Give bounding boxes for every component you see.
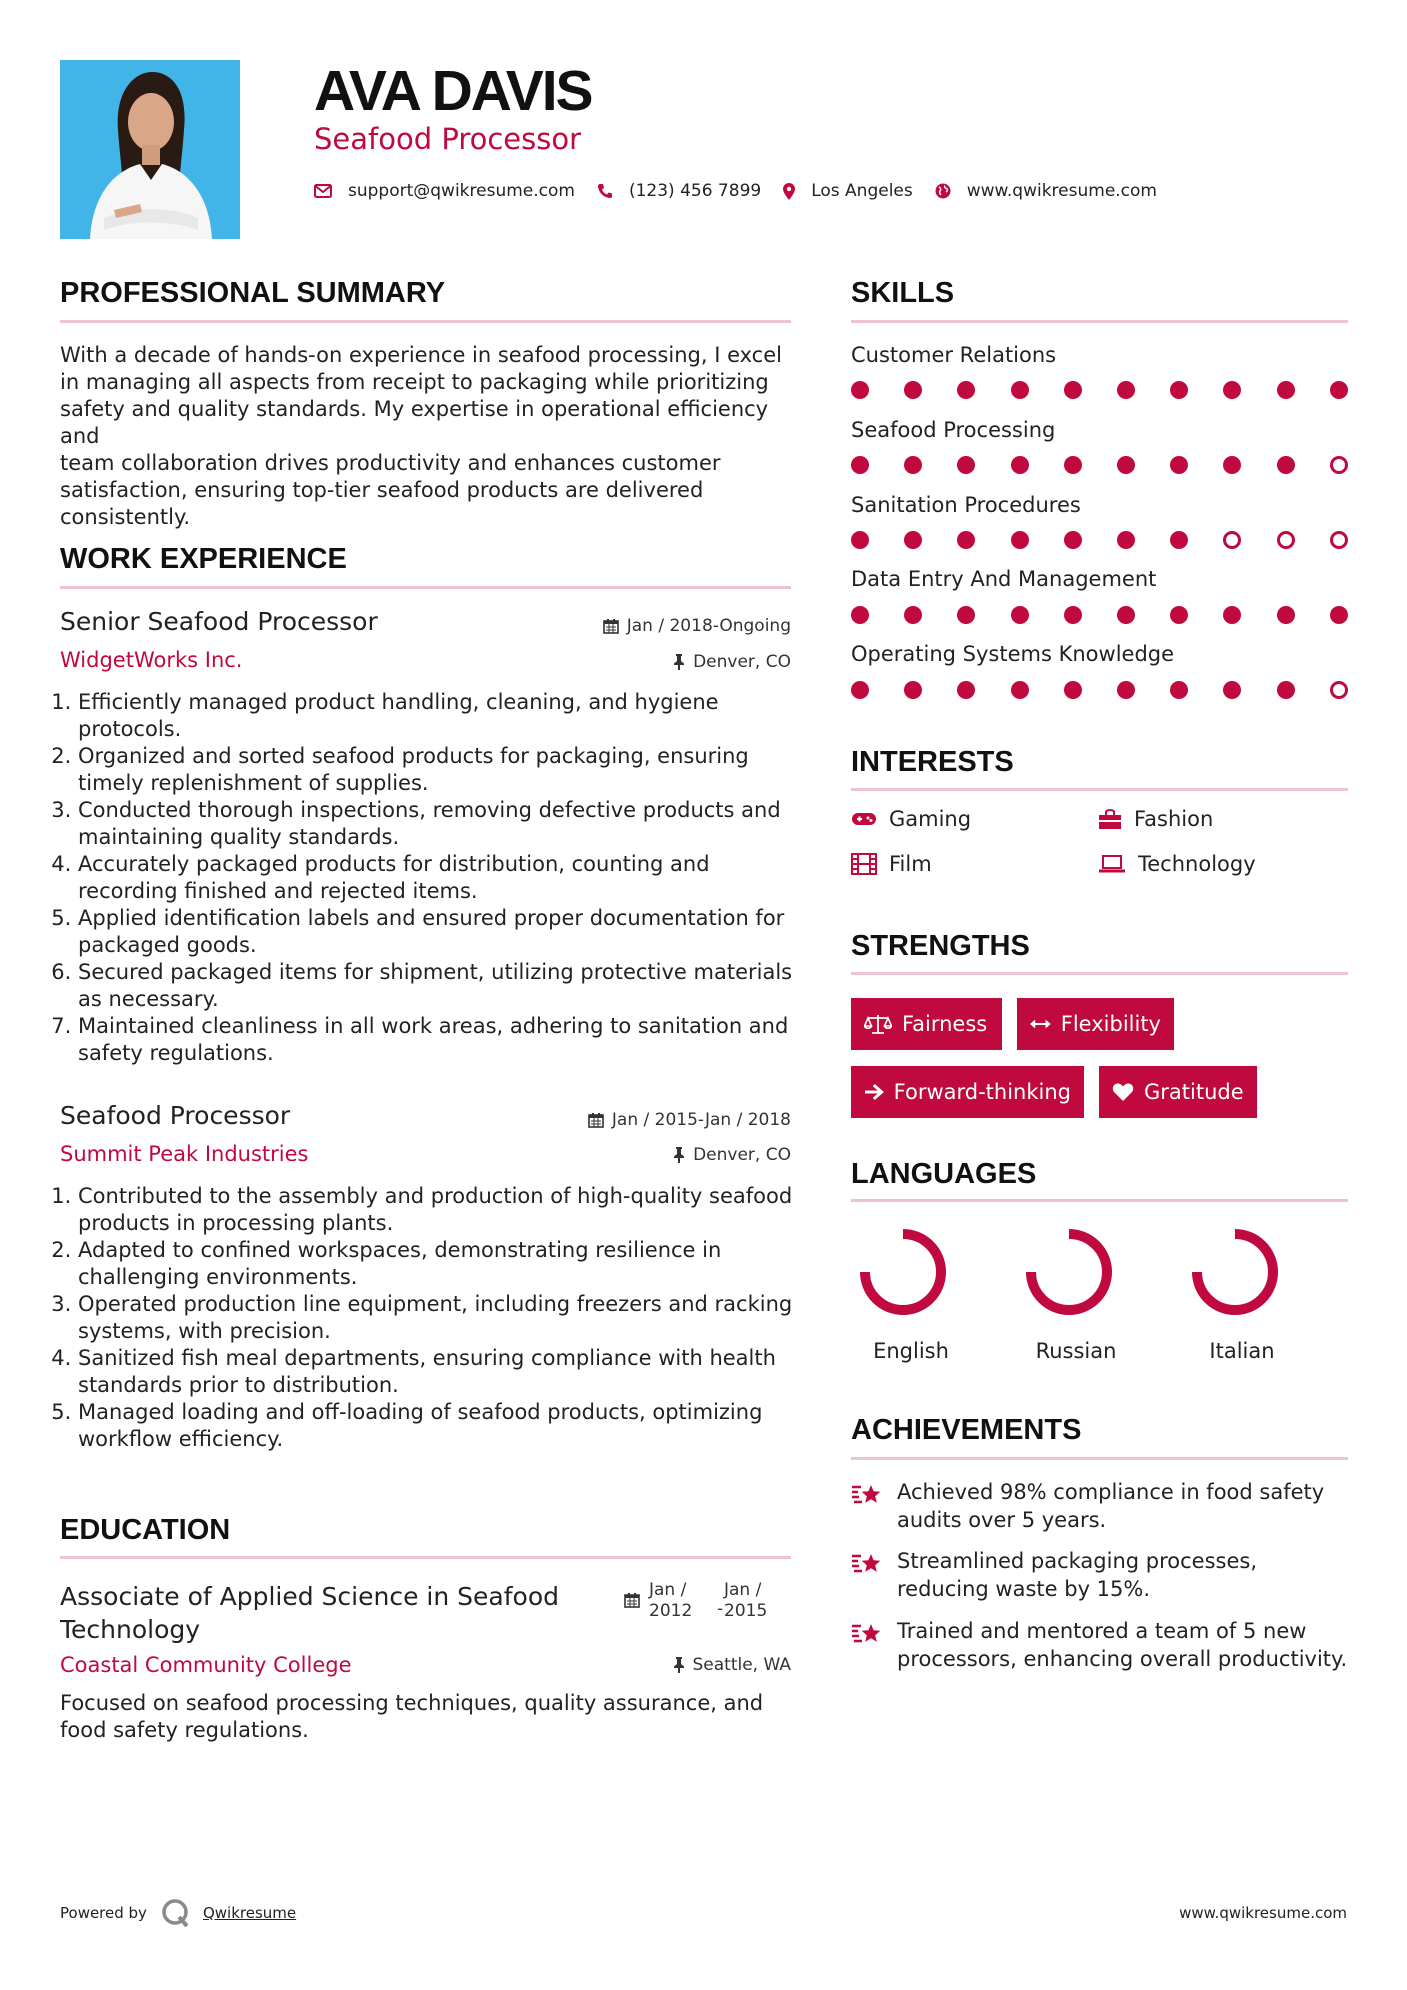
skill-dot-filled (1277, 381, 1295, 399)
skill-dot-filled (1117, 381, 1135, 399)
list-item: 1. Efficiently managed product handling, cleaning, and hygiene protocols. (78, 689, 814, 743)
degree-line: Associate of Applied Science in Seafood (60, 1582, 559, 1611)
education-heading: EDUCATION (60, 1514, 231, 1546)
achievement-item (851, 1617, 1348, 1673)
calendar-icon (603, 618, 619, 634)
achievement-line: reducing waste by 15%. (897, 1577, 1151, 1601)
job-location (673, 1145, 791, 1165)
skill-dot-filled (1011, 531, 1029, 549)
achievement-line: audits over 5 years. (897, 1508, 1107, 1532)
education-line: Focused on seafood processing techniques, quality assurance, and (60, 1691, 764, 1715)
candidate-name: AVA DAVIS (314, 59, 592, 123)
education-rule (60, 1556, 791, 1559)
skill-rating (851, 381, 1351, 401)
gamepad-icon (851, 810, 877, 828)
list-item: 6. Secured packaged items for shipment, utilizing protective materials as necessary. (78, 959, 814, 1013)
skill-name: Sanitation Procedures (851, 493, 1081, 517)
location-text: Los Angeles (811, 181, 913, 201)
job-location-text: Denver, CO (693, 1145, 791, 1165)
calendar-icon (588, 1112, 604, 1128)
skill-dot-filled (851, 531, 869, 549)
skill-dot-filled (1277, 606, 1295, 624)
contact-website[interactable] (935, 181, 1157, 201)
phone-text: (123) 456 7899 (628, 181, 762, 201)
skill-dot-filled (1170, 531, 1188, 549)
skill-dot-filled (1064, 381, 1082, 399)
strength-tag (851, 998, 1002, 1050)
skill-name: Seafood Processing (851, 418, 1056, 442)
skill-dot-filled (1170, 456, 1188, 474)
globe-icon (935, 183, 951, 199)
strength-tag (1017, 998, 1174, 1050)
qwikresume-logo-icon (161, 1898, 191, 1928)
shooting-star-icon (851, 1621, 883, 1647)
summary-heading: PROFESSIONAL SUMMARY (60, 277, 446, 309)
job-dates-text: Jan / 2018-Ongoing (626, 616, 791, 636)
skill-dot-filled (904, 681, 922, 699)
calendar-icon (624, 1592, 640, 1608)
start-month: Jan / (649, 1580, 687, 1600)
skill-dot-filled (1064, 456, 1082, 474)
language-gauge-russian (1031, 1234, 1107, 1310)
achievements-rule (851, 1457, 1348, 1460)
date-separator: - (717, 1599, 724, 1619)
skill-dot-filled (1064, 606, 1082, 624)
experience-rule (60, 586, 791, 589)
skill-dot-filled (1011, 381, 1029, 399)
job-location (673, 652, 791, 672)
strength-label: Forward-thinking (893, 1080, 1071, 1104)
end-month: Jan / (724, 1580, 762, 1600)
achievement-item (851, 1478, 1348, 1534)
list-item: 1. Contributed to the assembly and production of high-quality seafood products in processing plants. (78, 1183, 814, 1237)
skill-name: Customer Relations (851, 343, 1057, 367)
skill-dot-filled (1277, 681, 1295, 699)
profile-photo (60, 60, 240, 239)
summary-line: consistently. (60, 505, 191, 529)
skill-dot-empty (1330, 531, 1348, 549)
degree-title (60, 1580, 620, 1646)
summary-rule (60, 320, 791, 323)
skill-dot-filled (851, 681, 869, 699)
strength-tag (1099, 1066, 1257, 1118)
skill-dot-filled (957, 456, 975, 474)
skill-dot-filled (1223, 381, 1241, 399)
candidate-role: Seafood Processor (314, 122, 582, 156)
list-item: 3. Conducted thorough inspections, removing defective products and maintaining quality standards. (78, 797, 814, 851)
education-line: food safety regulations. (60, 1718, 309, 1742)
shooting-star-icon (851, 1551, 883, 1577)
envelope-icon (314, 184, 332, 198)
school-name: Coastal Community College (60, 1653, 352, 1677)
contact-email[interactable] (314, 181, 575, 201)
strengths-rule (851, 972, 1348, 975)
skill-dot-filled (957, 531, 975, 549)
footer-powered-by (60, 1898, 296, 1928)
interest-fashion (1098, 807, 1213, 831)
achievement-text (897, 1547, 1257, 1603)
interest-label: Film (889, 852, 932, 876)
job-title: Seafood Processor (60, 1101, 291, 1130)
achievement-line: processors, enhancing overall productivity. (897, 1647, 1348, 1671)
film-icon (851, 853, 877, 875)
education-description (60, 1690, 800, 1744)
skill-name: Data Entry And Management (851, 567, 1157, 591)
skill-dot-filled (904, 531, 922, 549)
skill-dot-filled (851, 456, 869, 474)
language-label: Russian (1035, 1339, 1117, 1363)
skill-dot-filled (957, 681, 975, 699)
job-dates (588, 1110, 791, 1130)
interests-rule (851, 788, 1348, 791)
map-marker-icon (783, 183, 795, 200)
achievements-heading: ACHIEVEMENTS (851, 1414, 1082, 1446)
list-item: 2. Adapted to confined workspaces, demonstrating resilience in challenging environments. (78, 1237, 814, 1291)
skill-rating (851, 456, 1351, 476)
skill-dot-filled (904, 381, 922, 399)
pushpin-icon (673, 1147, 685, 1163)
skill-dot-filled (1170, 606, 1188, 624)
list-item: 2. Organized and sorted seafood products for packaging, ensuring timely replenishment of supplies. (78, 743, 814, 797)
job-company: WidgetWorks Inc. (60, 648, 243, 672)
interest-technology (1098, 852, 1256, 876)
skills-heading: SKILLS (851, 277, 955, 309)
skill-dot-filled (1170, 381, 1188, 399)
achievement-text (897, 1617, 1347, 1673)
achievement-line: Trained and mentored a team of 5 new (897, 1619, 1307, 1643)
skill-dot-empty (1223, 531, 1241, 549)
job-company: Summit Peak Industries (60, 1142, 309, 1166)
skill-dot-filled (1277, 456, 1295, 474)
languages-heading: LANGUAGES (851, 1158, 1037, 1190)
skill-dot-filled (1011, 606, 1029, 624)
job-location-text: Denver, CO (693, 652, 791, 672)
skills-rule (851, 320, 1348, 323)
skill-dot-filled (1223, 456, 1241, 474)
skill-dot-filled (1223, 606, 1241, 624)
language-label: Italian (1209, 1339, 1275, 1363)
achievement-item (851, 1547, 1348, 1603)
contact-phone[interactable] (597, 181, 761, 201)
heart-icon (1112, 1082, 1134, 1102)
skill-dot-filled (1117, 456, 1135, 474)
achievement-line: Achieved 98% compliance in food safety (897, 1480, 1325, 1504)
skill-dot-filled (1330, 606, 1348, 624)
degree-line: Technology (60, 1615, 201, 1644)
language-label: English (873, 1339, 949, 1363)
list-item: 5. Applied identification labels and ensured proper documentation for packaged goods. (78, 905, 814, 959)
job-duties-list (60, 689, 814, 1067)
brand-link[interactable]: Qwikresume (202, 1904, 297, 1922)
powered-by-label: Powered by (60, 1904, 147, 1922)
arrows-horizontal-icon (1030, 1017, 1051, 1031)
start-year: 2012 (649, 1601, 693, 1621)
interests-heading: INTERESTS (851, 746, 1014, 778)
skill-dot-filled (851, 381, 869, 399)
skill-dot-empty (1330, 456, 1348, 474)
skill-dot-filled (1064, 681, 1082, 699)
language-gauges (851, 1222, 1348, 1332)
balance-scale-icon (864, 1013, 892, 1035)
skill-dot-filled (957, 606, 975, 624)
skill-dot-filled (1011, 456, 1029, 474)
skill-dot-filled (1011, 681, 1029, 699)
skill-dot-filled (957, 381, 975, 399)
shooting-star-icon (851, 1482, 883, 1508)
skill-dot-filled (1117, 531, 1135, 549)
contact-bar (314, 176, 1179, 206)
phone-icon (597, 183, 613, 199)
languages-rule (851, 1199, 1348, 1202)
interest-gaming (851, 807, 971, 831)
school-location-text: Seattle, WA (692, 1655, 791, 1675)
pushpin-icon (673, 1657, 685, 1673)
skill-dot-filled (1117, 606, 1135, 624)
summary-line: team collaboration drives productivity and enhances customer (60, 451, 721, 475)
website-text: www.qwikresume.com (966, 181, 1157, 201)
shopping-bag-icon (1098, 808, 1122, 830)
experience-heading: WORK EXPERIENCE (60, 543, 347, 575)
skill-rating (851, 606, 1351, 626)
interest-film (851, 852, 932, 876)
summary-text (60, 342, 800, 531)
summary-line: With a decade of hands-on experience in seafood processing, I excel (60, 343, 782, 367)
skill-dot-filled (851, 606, 869, 624)
skill-dot-filled (1223, 681, 1241, 699)
strength-tag (851, 1066, 1084, 1118)
job-dates-text: Jan / 2015-Jan / 2018 (611, 1110, 791, 1130)
job-dates (603, 616, 791, 636)
achievement-line: Streamlined packaging processes, (897, 1549, 1258, 1573)
skill-name: Operating Systems Knowledge (851, 642, 1175, 666)
laptop-icon (1098, 854, 1126, 874)
summary-line: safety and quality standards. My expertise in operational efficiency and (60, 397, 769, 448)
skill-dot-empty (1277, 531, 1295, 549)
job-duties-list (60, 1183, 814, 1453)
skill-dot-filled (1064, 531, 1082, 549)
interest-label: Gaming (889, 807, 972, 831)
pushpin-icon (673, 654, 685, 670)
skill-rating (851, 681, 1351, 701)
interest-label: Fashion (1134, 807, 1214, 831)
arrow-right-icon (864, 1083, 884, 1101)
language-gauge-english (865, 1234, 941, 1310)
strength-label: Gratitude (1144, 1080, 1244, 1104)
skill-dot-filled (1117, 681, 1135, 699)
strength-label: Fairness (902, 1012, 988, 1036)
interest-label: Technology (1138, 852, 1256, 876)
skill-rating (851, 531, 1351, 551)
list-item: 3. Operated production line equipment, including freezers and racking systems, with precision. (78, 1291, 814, 1345)
school-location (673, 1655, 792, 1675)
summary-line: satisfaction, ensuring top-tier seafood products are delivered (60, 478, 704, 502)
list-item: 4. Sanitized fish meal departments, ensuring compliance with health standards prior to distribution. (78, 1345, 814, 1399)
skill-dot-empty (1330, 681, 1348, 699)
footer-website[interactable]: www.qwikresume.com (1179, 1904, 1347, 1922)
job-title: Senior Seafood Processor (60, 607, 378, 636)
strengths-heading: STRENGTHS (851, 930, 1030, 962)
list-item: 4. Accurately packaged products for distribution, counting and recording finished and rejected items. (78, 851, 814, 905)
summary-line: in managing all aspects from receipt to packaging while prioritizing (60, 370, 769, 394)
achievement-text (897, 1478, 1324, 1534)
skill-dot-filled (1170, 681, 1188, 699)
end-year: 2015 (724, 1601, 768, 1621)
strength-label: Flexibility (1060, 1012, 1161, 1036)
skill-dot-filled (904, 456, 922, 474)
contact-location (783, 181, 913, 201)
language-gauge-italian (1197, 1234, 1273, 1310)
email-text: support@qwikresume.com (348, 181, 575, 201)
list-item: 5. Managed loading and off-loading of seafood products, optimizing workflow efficiency. (78, 1399, 814, 1453)
education-dates (624, 1580, 796, 1624)
skill-dot-filled (904, 606, 922, 624)
skill-dot-filled (1330, 381, 1348, 399)
list-item: 7. Maintained cleanliness in all work areas, adhering to sanitation and safety regulations. (78, 1013, 814, 1067)
